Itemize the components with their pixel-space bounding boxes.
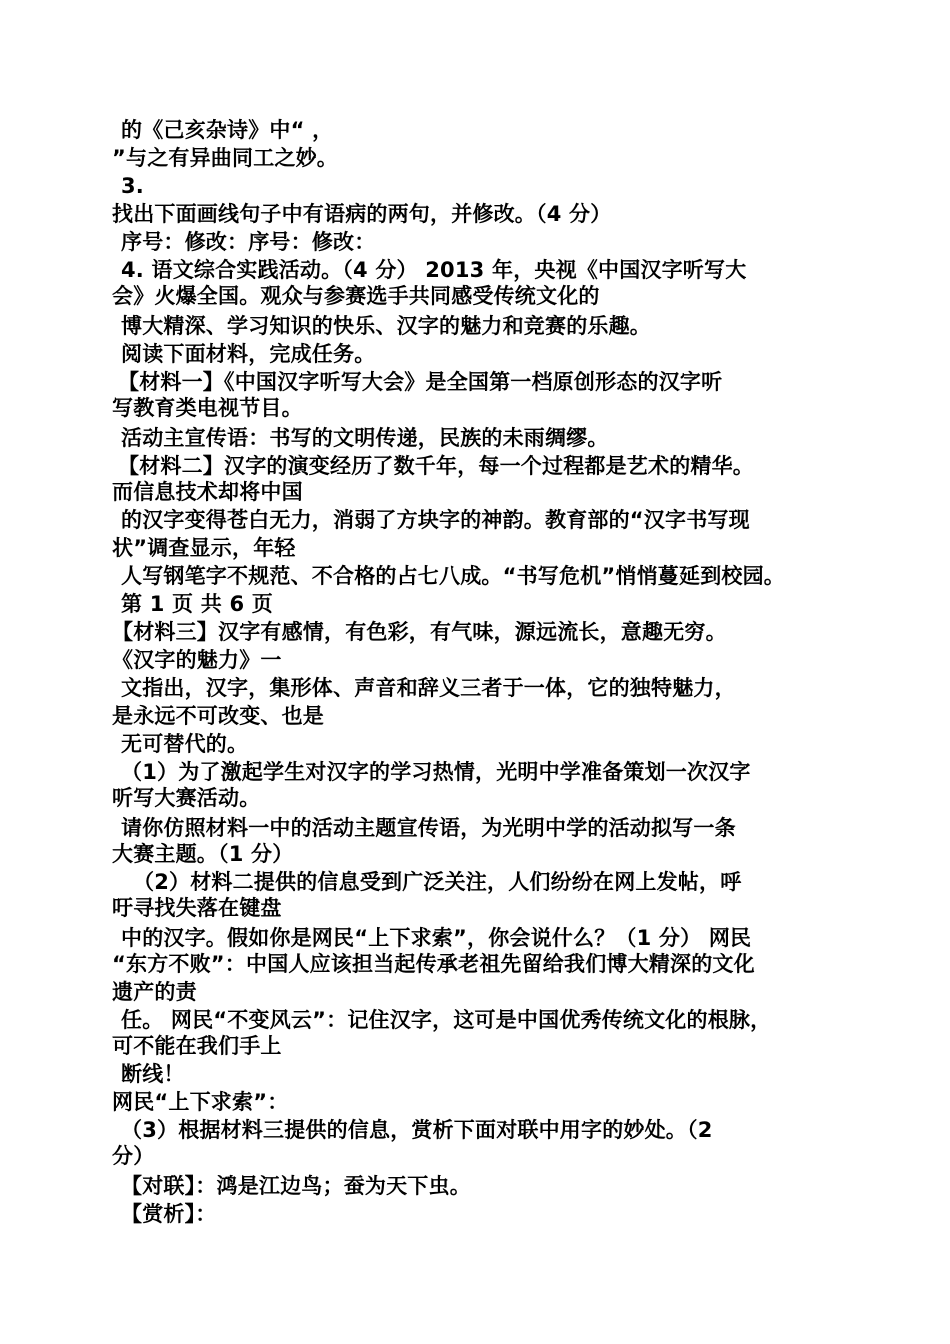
text-line: 可不能在我们手上 <box>112 1034 282 1058</box>
text-line: 阅读下面材料，完成任务。 <box>121 342 376 366</box>
text-line: “东方不败”：中国人应该担当起传承老祖先留给我们博大精深的文化 <box>112 952 755 976</box>
text-line: 的汉字变得苍白无力，消弱了方块字的神韵。教育部的“汉字书写现 <box>121 508 750 532</box>
text-line: 中的汉字。假如你是网民“上下求索”，你会说什么？（1 分） 网民 <box>121 926 752 950</box>
text-line: 任。 网民“不变风云”：记住汉字，这可是中国优秀传统文化的根脉， <box>121 1008 772 1032</box>
text-line: 是永远不可改变、也是 <box>112 704 324 728</box>
text-line: 3. <box>121 174 144 198</box>
text-line: 人写钢笔字不规范、不合格的占七八成。“书写危机”悄悄蔓延到校园。 <box>121 564 786 588</box>
text-line: 序号：修改：序号：修改： <box>121 230 376 254</box>
text-line: 【材料二】汉字的演变经历了数千年，每一个过程都是艺术的精华。 <box>118 454 754 478</box>
text-line: （2）材料二提供的信息受到广泛关注，人们纷纷在网上发帖，呼 <box>133 870 742 894</box>
text-line: 文指出，汉字，集形体、声音和辞义三者于一体，它的独特魅力， <box>121 676 736 700</box>
text-line: 博大精深、学习知识的快乐、汉字的魅力和竞赛的乐趣。 <box>121 314 651 338</box>
text-line: 大赛主题。（1 分） <box>112 842 294 866</box>
text-line: （3）根据材料三提供的信息，赏析下面对联中用字的妙处。（2 <box>121 1118 713 1142</box>
text-line: 写教育类电视节目。 <box>112 396 303 420</box>
text-line: 无可替代的。 <box>121 732 249 756</box>
text-line: 状”调查显示，年轻 <box>112 536 296 560</box>
text-line: 听写大赛活动。 <box>112 786 261 810</box>
text-line: 分） <box>112 1144 155 1168</box>
text-line: 吁寻找失落在键盘 <box>112 896 282 920</box>
text-line: 遗产的责 <box>112 980 197 1004</box>
text-line: 而信息技术却将中国 <box>112 480 303 504</box>
text-line: 4. 语文综合实践活动。（4 分） 2013 年，央视《中国汉字听写大 <box>121 258 747 282</box>
text-line: 【材料三】汉字有感情，有色彩，有气味，源远流长，意趣无穷。 <box>112 620 727 644</box>
text-line: 《汉字的魅力》一 <box>112 648 282 672</box>
text-line: 网民“上下求索”： <box>112 1090 289 1114</box>
text-line: 活动主宣传语：书写的文明传递，民族的未雨绸缪。 <box>121 426 609 450</box>
text-line: ”与之有异曲同工之妙。 <box>112 146 339 170</box>
page-number: 第 1 页 共 6 页 <box>121 592 273 616</box>
text-line: 会》火爆全国。观众与参赛选手共同感受传统文化的 <box>112 284 600 308</box>
text-line: 断线！ <box>121 1062 185 1086</box>
text-line: 【材料一】《中国汉字听写大会》是全国第一档原创形态的汉字听 <box>118 370 723 394</box>
text-line: 请你仿照材料一中的活动主题宣传语，为光明中学的活动拟写一条 <box>121 816 736 840</box>
text-line: （1）为了激起学生对汉字的学习热情，光明中学准备策划一次汉字 <box>121 760 751 784</box>
text-line: 找出下面画线句子中有语病的两句，并修改。（4 分） <box>112 202 612 226</box>
text-line: 【对联】：鸿是江边鸟；蚕为天下虫。 <box>121 1174 471 1198</box>
text-line: 的《己亥杂诗》中“ ， <box>121 118 334 142</box>
text-line: 【赏析】： <box>121 1202 217 1226</box>
